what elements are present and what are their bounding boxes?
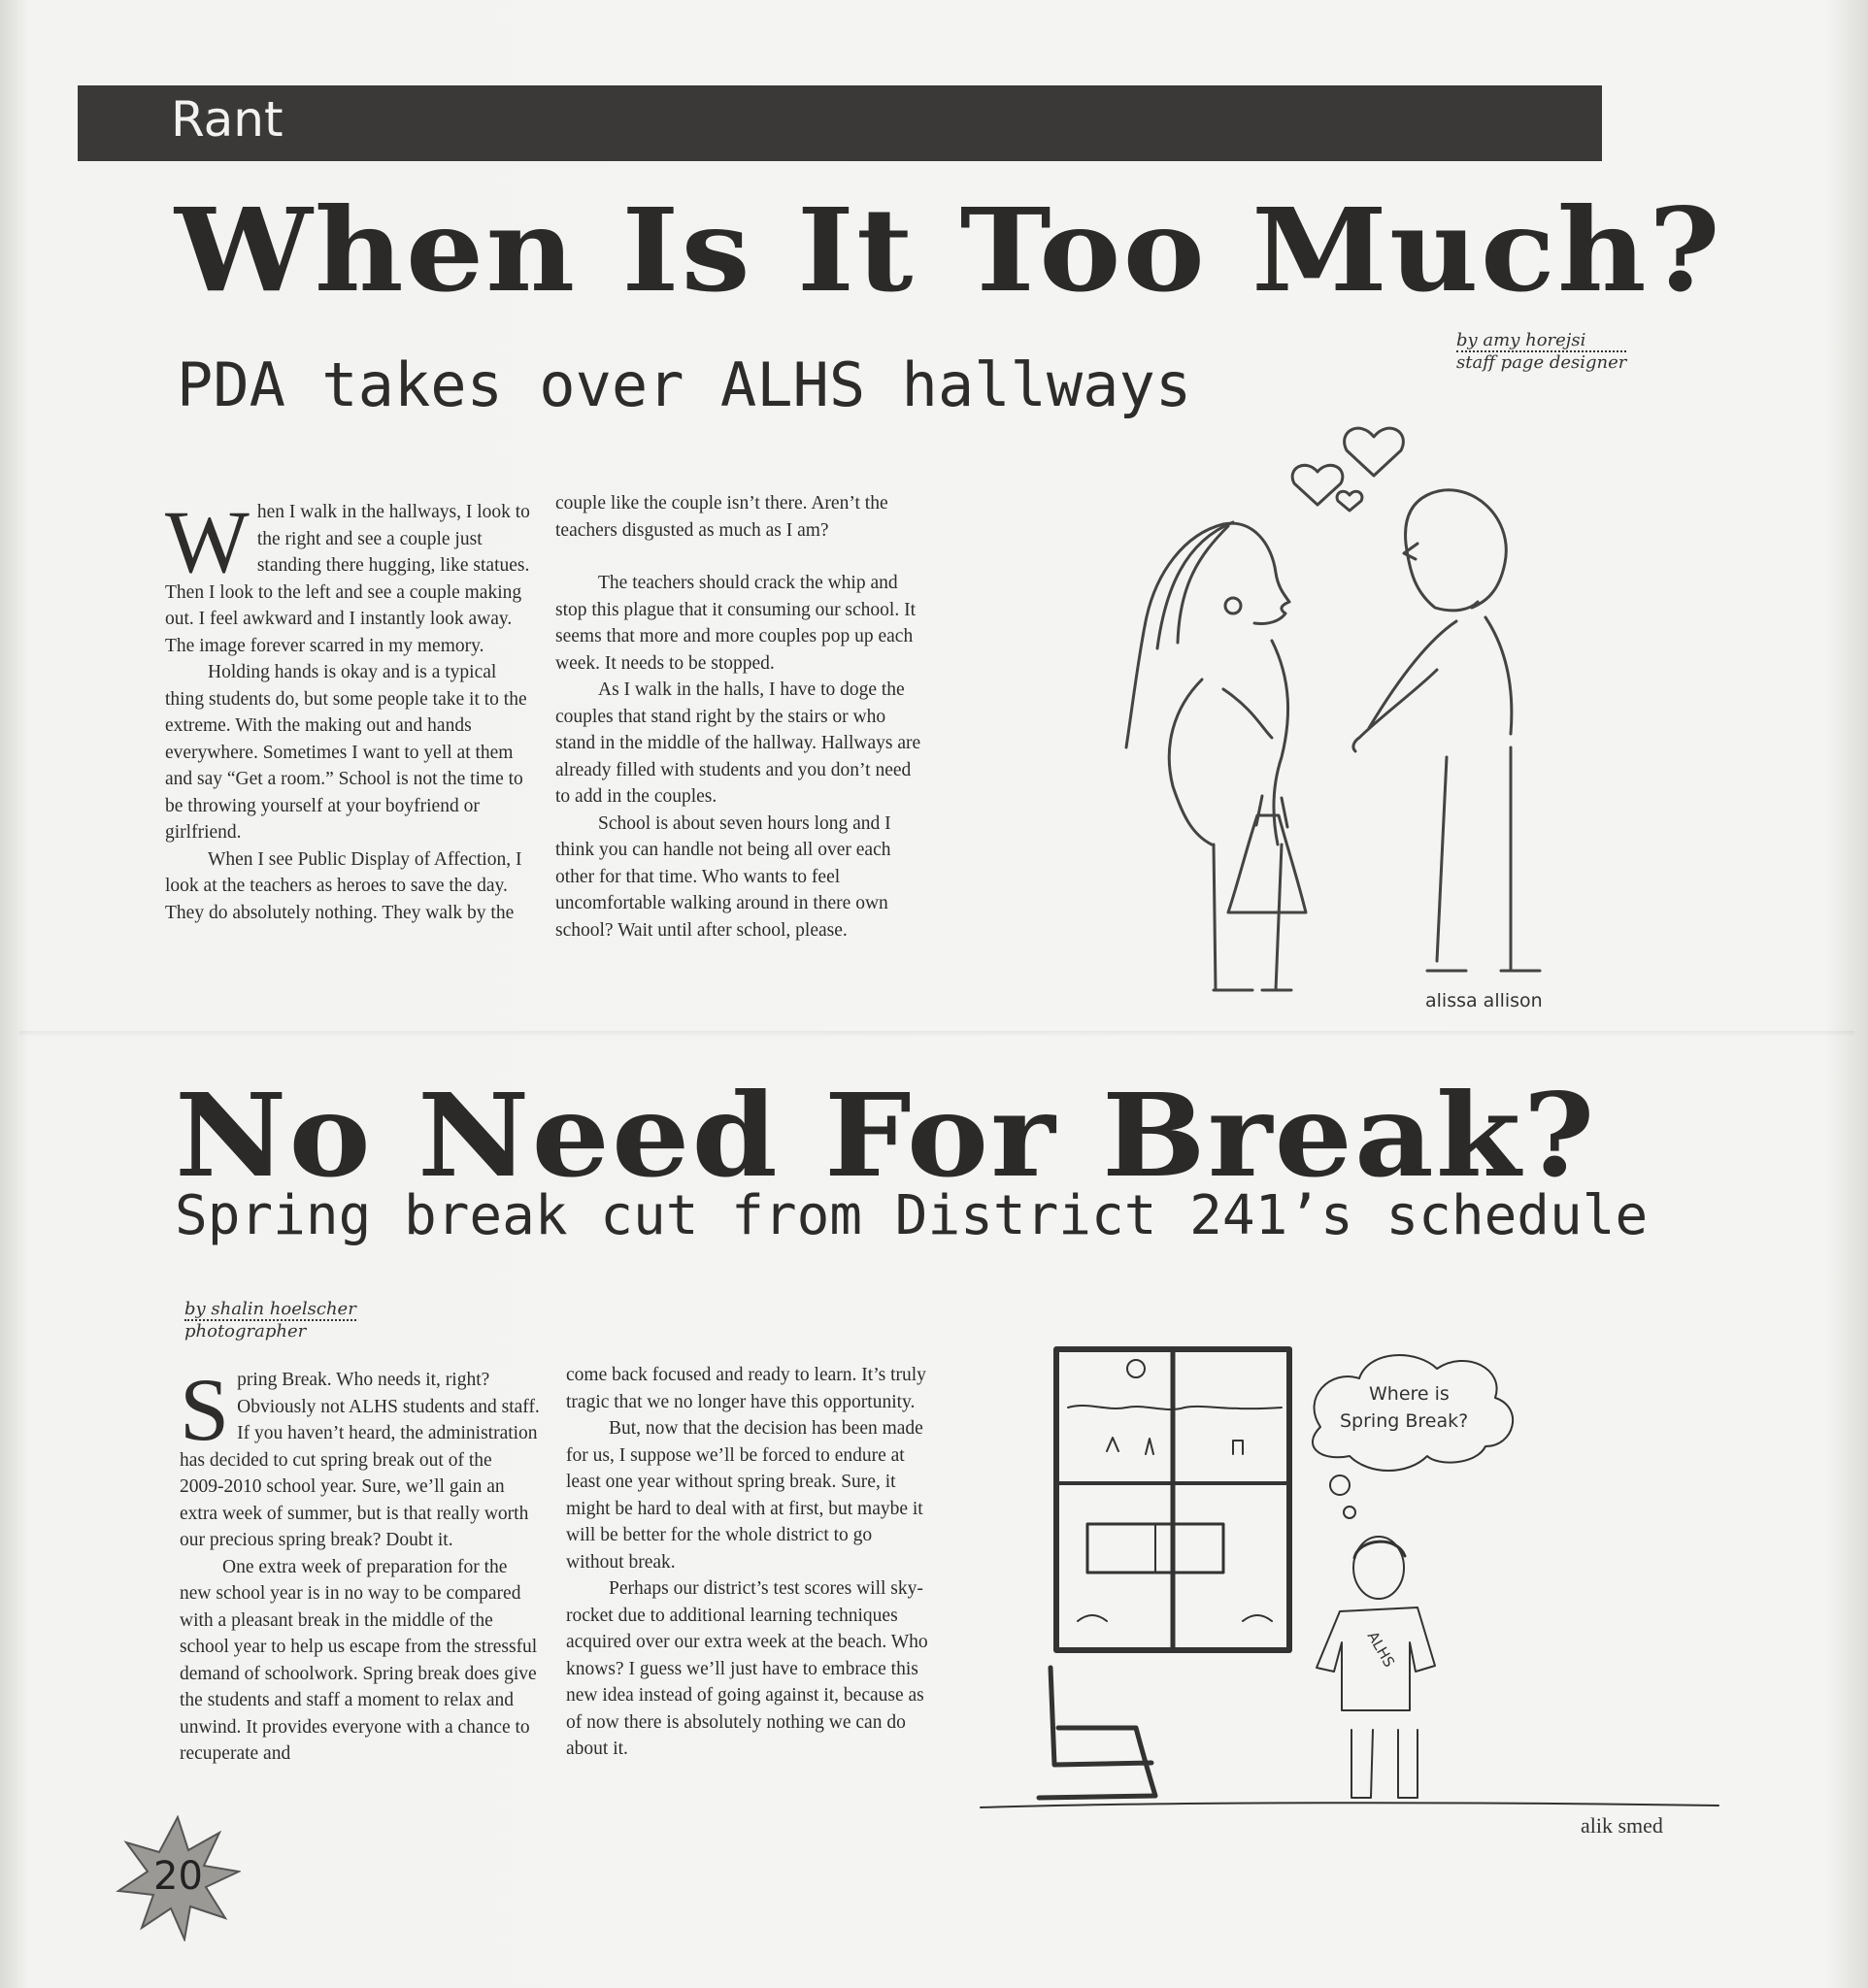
paragraph: come back focused and ready to learn. It’s truly tragic that we no longer have this opportunity. bbox=[566, 1365, 926, 1412]
article2-subhead: Spring break cut from District 241’s schedule bbox=[175, 1184, 1649, 1247]
paragraph: But, now that the decision has been made for us, I suppose we’ll be forced to endure at least one year without spring break. Sure, it might be hard to deal with at first, but maybe it will be better for the whole district to go without break. bbox=[566, 1418, 923, 1573]
article1-art-credit: alissa allison bbox=[1425, 990, 1543, 1011]
page-number: 20 bbox=[153, 1854, 203, 1899]
paragraph: Holding hands is okay and is a typical thing students do, but some people take it to the extreme. With the making out and hands everywhere. Sometimes I want to yell at them and say “Get a room.” School is not the time to be throwing yourself at your boyfriend or girlfriend. bbox=[165, 662, 527, 843]
page-fold bbox=[19, 1031, 1854, 1037]
article1-byline-role: staff page designer bbox=[1456, 352, 1627, 373]
drop-cap: W bbox=[165, 492, 250, 591]
paragraph: One extra week of preparation for the new school year is in no way to be compared with a pleasant break in the middle of the school year to help us escape from the stressful demand of schoolwork. Spring break does give the students and staff a moment to relax and unwind. It provides everyone with a chance to recuperate and bbox=[180, 1556, 538, 1764]
page-number-badge bbox=[115, 1815, 241, 1941]
section-label: Rant bbox=[171, 91, 284, 148]
article1-byline-name: by amy horejsi bbox=[1456, 330, 1626, 352]
couple-illustration bbox=[1029, 398, 1573, 1000]
heart-icon bbox=[1292, 465, 1343, 505]
article1-column-1 bbox=[165, 492, 534, 926]
paragraph: couple like the couple isn’t there. Aren’t the teachers disgusted as much as I am? bbox=[555, 493, 888, 541]
article2-byline bbox=[184, 1299, 356, 1342]
article1-byline bbox=[1456, 330, 1626, 373]
article2-byline-name: by shalin hoelscher bbox=[184, 1299, 356, 1319]
paragraph: pring Break. Who needs it, right? Obviously not ALHS students and staff. If you haven’t heard, the administration has decided to cut spring break out of the 2009-2010 school year. Sure, we’ll gain an extra week of summer, but is that really worth our precious spring break? Doubt it. bbox=[180, 1370, 540, 1550]
article2-column-1 bbox=[180, 1360, 541, 1768]
paragraph: School is about seven hours long and I think you can handle not being all over each other for that time. Who wants to feel uncomfortable walking around in there own school? Wait until after school, please. bbox=[555, 812, 891, 941]
section-banner bbox=[78, 85, 1602, 161]
shirt-text: ALHS bbox=[1363, 1628, 1399, 1671]
heart-icon bbox=[1337, 491, 1362, 511]
window-student-illustration bbox=[971, 1340, 1728, 1815]
heart-icon bbox=[1345, 428, 1404, 476]
article2-column-2 bbox=[566, 1362, 930, 1763]
article2-headline: No Need For Break? bbox=[175, 1068, 1597, 1203]
article1-column-2 bbox=[555, 490, 922, 944]
paragraph: hen I walk in the hallways, I look to the right and see a couple just standing there hugging, like statues. Then I look to the left and see a couple making out. I feel awkward and I instantly look away. The image forever scarred in my memory. bbox=[165, 502, 530, 656]
paragraph: As I walk in the halls, I have to doge the couples that stand right by the stairs or who stand in the middle of the hallway. Hallways are already filled with students and you don’t need to add in the couples. bbox=[555, 679, 921, 807]
paragraph: Perhaps our district’s test scores will sky-rocket due to additional learning techniques acquired over our extra week at the beach. Who knows? I guess we’ll just have to embrace this new idea instead of going against it, because as of now there is absolutely nothing we can do about it. bbox=[566, 1578, 928, 1759]
paragraph: The teachers should crack the whip and stop this plague that it consuming our school. It seems that more and more couples pop up each week. It needs to be stopped. bbox=[555, 573, 917, 674]
article2-art-credit: alik smed bbox=[1581, 1813, 1663, 1838]
thought-bubble-line1: Where is bbox=[1369, 1383, 1450, 1405]
drop-cap: S bbox=[180, 1360, 230, 1459]
thought-bubble-line2: Spring Break? bbox=[1340, 1410, 1469, 1432]
article2-byline-role: photographer bbox=[184, 1321, 307, 1342]
paragraph: When I see Public Display of Affection, I look at the teachers as heroes to save the day. They do absolutely nothing. They walk by the bbox=[165, 848, 522, 923]
sun-icon bbox=[1127, 1360, 1145, 1377]
article1-subhead: PDA takes over ALHS hallways bbox=[177, 349, 1192, 420]
article1-headline: When Is It Too Much? bbox=[175, 182, 1722, 317]
